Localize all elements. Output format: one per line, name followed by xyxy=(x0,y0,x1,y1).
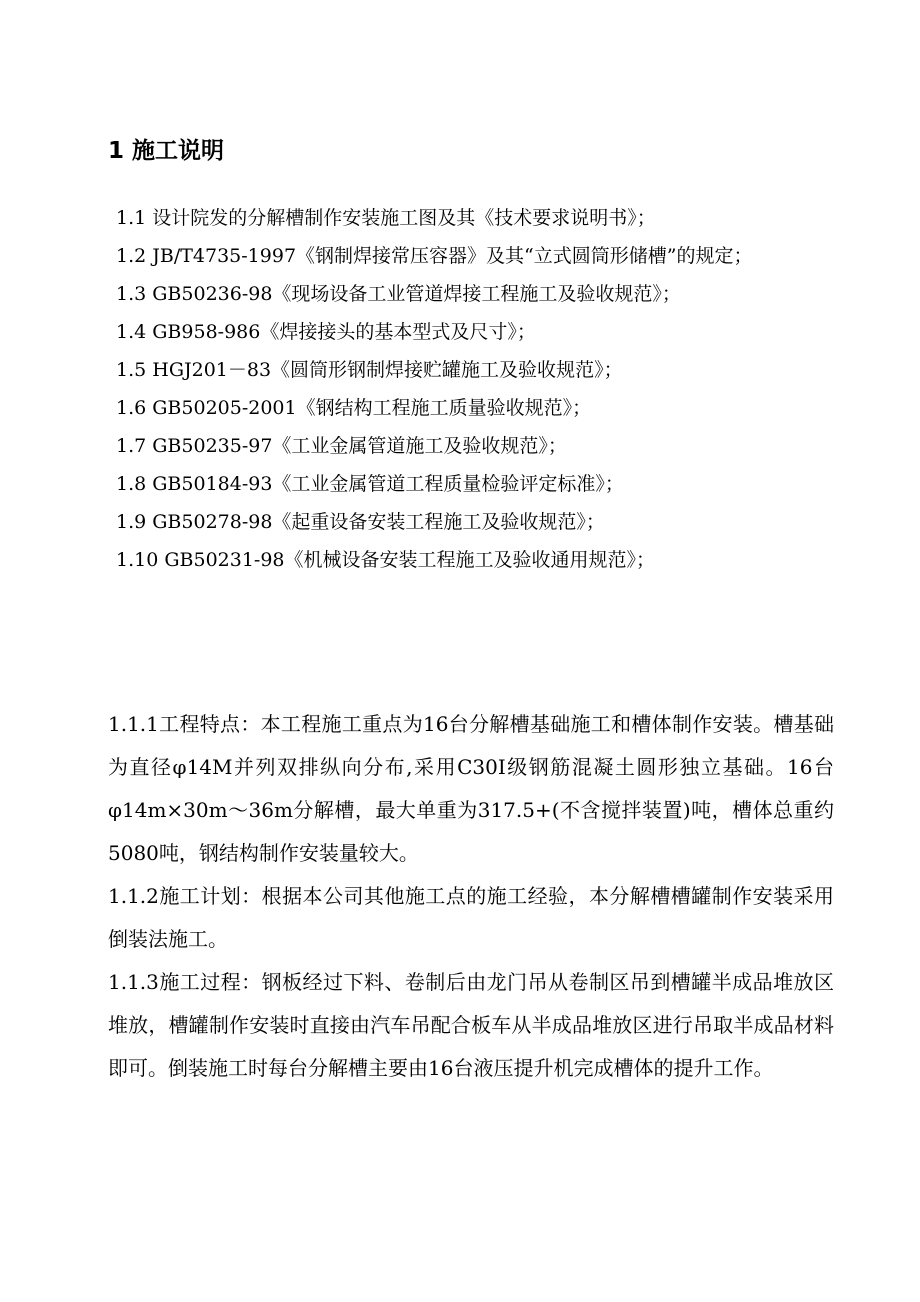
paragraph-construction-plan: 1.1.2施工计划：根据本公司其他施工点的施工经验，本分解槽槽罐制作安装采用倒装法施工。 xyxy=(108,884,834,951)
reference-item: 1.5 HGJ201－83《圆筒形钢制焊接贮罐施工及验收规范》； xyxy=(116,359,623,381)
paragraph-project-features: 1.1.1工程特点：本工程施工重点为16台分解槽基础施工和槽体制作安装。槽基础为直径φ14M并列双排纵向分布,采用C30I级钢筋混凝土圆形独立基础。16台φ14m×30m～36m分解槽，最大单重为317.5+(不含搅拌装置)吨，槽体总重约5080吨，钢结构制作安装量较大。 xyxy=(108,712,834,865)
reference-item: 1.2 JB/T4735-1997《钢制焊接常压容器》及其“立式圆筒形储槽”的规定； xyxy=(116,245,753,267)
reference-item: 1.10 GB50231-98《机械设备安装工程施工及验收通用规范》； xyxy=(116,549,656,571)
reference-item: 1.9 GB50278-98《起重设备安装工程施工及验收规范》； xyxy=(116,511,605,533)
reference-item: 1.4 GB958-986《焊接接头的基本型式及尺寸》； xyxy=(116,321,536,343)
reference-item: 1.8 GB50184-93《工业金属管道工程质量检验评定标准》； xyxy=(116,473,624,495)
body-text xyxy=(108,703,834,1090)
reference-item: 1.1 设计院发的分解槽制作安装施工图及其《技术要求说明书》； xyxy=(116,207,656,229)
paragraph-construction-process: 1.1.3施工过程：钢板经过下料、卷制后由龙门吊从卷制区吊到槽罐半成品堆放区堆放，槽罐制作安装时直接由汽车吊配合板车从半成品堆放区进行吊取半成品材料即可。倒装施工时每台分解槽主要由16台液压提升机完成槽体的提升工作。 xyxy=(108,970,834,1080)
reference-list xyxy=(116,199,836,579)
reference-item: 1.3 GB50236-98《现场设备工业管道焊接工程施工及验收规范》； xyxy=(116,283,681,305)
reference-item: 1.6 GB50205-2001《钢结构工程施工质量验收规范》； xyxy=(116,397,592,419)
section-heading: 1 施工说明 xyxy=(108,138,225,164)
reference-item: 1.7 GB50235-97《工业金属管道施工及验收规范》； xyxy=(116,435,567,457)
